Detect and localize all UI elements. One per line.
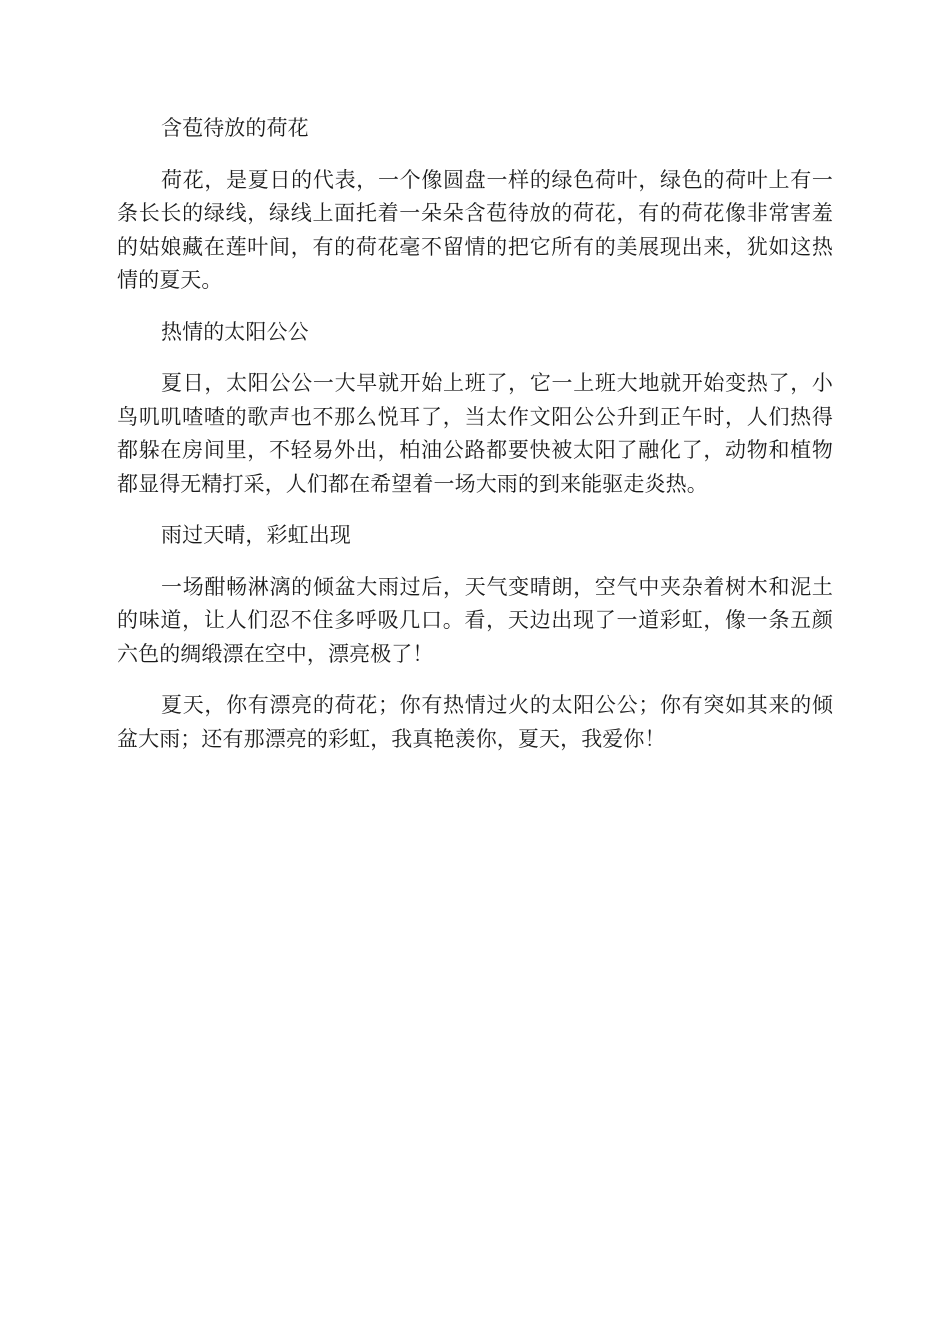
document-page xyxy=(117,112,833,774)
closing-paragraph: 夏天，你有漂亮的荷花；你有热情过火的太阳公公；你有突如其来的倾盆大雨；还有那漂亮的彩虹，我真艳羡你，夏天，我爱你！ xyxy=(117,693,833,751)
section-body-rainbow: 一场酣畅淋漓的倾盆大雨过后，天气变晴朗，空气中夹杂着树木和泥土的味道，让人们忍不住多呼吸几口。看，天边出现了一道彩虹，像一条五颜六色的绸缎漂在空中，漂亮极了！ xyxy=(117,574,833,666)
section-heading-sun: 热情的太阳公公 xyxy=(161,319,309,344)
section-body-sun: 夏日，太阳公公一大早就开始上班了，它一上班大地就开始变热了，小鸟叽叽喳喳的歌声也不那么悦耳了，当太作文阳公公升到正午时，人们热得都躲在房间里，不轻易外出，柏油公路都要快被太阳了融化了，动物和植物都显得无精打采，人们都在希望着一场大雨的到来能驱走炎热。 xyxy=(117,371,833,496)
section-body-lotus: 荷花，是夏日的代表，一个像圆盘一样的绿色荷叶，绿色的荷叶上有一条长长的绿线，绿线上面托着一朵朵含苞待放的荷花，有的荷花像非常害羞的姑娘藏在莲叶间，有的荷花毫不留情的把它所有的美展现出来，犹如这热情的夏天。 xyxy=(117,167,833,292)
section-heading-rainbow: 雨过天晴，彩虹出现 xyxy=(161,523,351,547)
section-heading-lotus: 含苞待放的荷花 xyxy=(161,116,309,140)
